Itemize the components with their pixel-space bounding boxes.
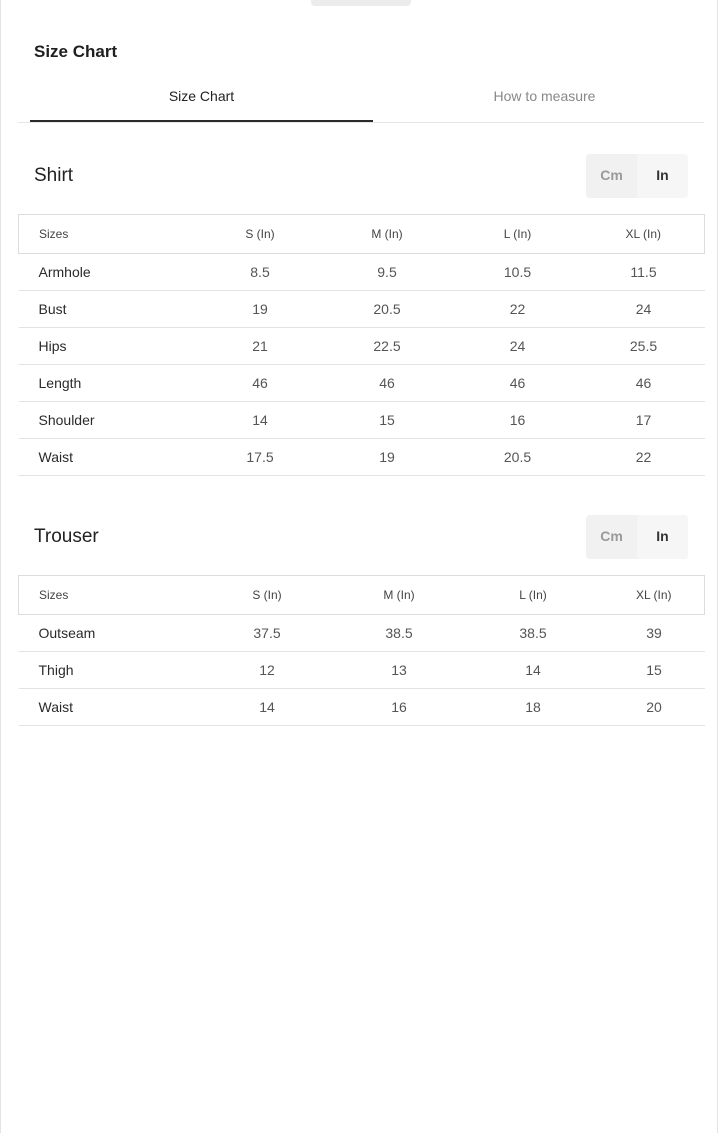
table-cell: 17 [583, 402, 705, 439]
table-cell: 22.5 [322, 328, 453, 365]
table-cell: 38.5 [463, 615, 604, 652]
table-row [19, 365, 705, 402]
trouser-section-title: Trouser [34, 526, 99, 547]
shirt-size-table [18, 214, 705, 476]
drag-handle[interactable] [311, 0, 411, 6]
table-row [19, 439, 705, 476]
table-cell: 15 [322, 402, 453, 439]
table-cell: 19 [199, 291, 322, 328]
table-cell: 46 [453, 365, 583, 402]
table-row [19, 254, 705, 291]
table-cell: 20.5 [453, 439, 583, 476]
row-label: Waist [19, 689, 199, 726]
table-cell: 46 [322, 365, 453, 402]
table-cell: 24 [583, 291, 705, 328]
table-cell: 16 [453, 402, 583, 439]
column-header: S (In) [199, 215, 322, 254]
row-label: Shoulder [19, 402, 199, 439]
table-header-row [19, 215, 705, 254]
table-cell: 12 [199, 652, 336, 689]
table-cell: 11.5 [583, 254, 705, 291]
table-cell: 38.5 [336, 615, 463, 652]
tab-size-chart[interactable]: Size Chart [30, 78, 373, 122]
table-cell: 10.5 [453, 254, 583, 291]
table-cell: 14 [199, 689, 336, 726]
table-cell: 46 [199, 365, 322, 402]
sheet-title: Size Chart [34, 42, 118, 61]
shirt-section-header [18, 154, 704, 198]
table-cell: 19 [322, 439, 453, 476]
table-header-row [19, 576, 705, 615]
table-row [19, 615, 705, 652]
table-cell: 14 [463, 652, 604, 689]
table-cell: 8.5 [199, 254, 322, 291]
table-row [19, 291, 705, 328]
shirt-unit-in-button[interactable]: In [637, 154, 688, 198]
row-label: Thigh [19, 652, 199, 689]
column-header: L (In) [453, 215, 583, 254]
table-row [19, 328, 705, 365]
trouser-unit-cm-button[interactable]: Cm [586, 515, 637, 559]
row-label: Outseam [19, 615, 199, 652]
table-cell: 18 [463, 689, 604, 726]
table-cell: 13 [336, 652, 463, 689]
table-row [19, 402, 705, 439]
table-cell: 21 [199, 328, 322, 365]
table-cell: 14 [199, 402, 322, 439]
row-label: Armhole [19, 254, 199, 291]
column-header: M (In) [336, 576, 463, 615]
table-cell: 16 [336, 689, 463, 726]
table-row [19, 689, 705, 726]
tab-how-to-measure[interactable]: How to measure [493, 88, 596, 104]
table-cell: 22 [453, 291, 583, 328]
trouser-size-table [18, 575, 705, 726]
column-header: Sizes [19, 576, 199, 615]
shirt-section-title: Shirt [34, 165, 74, 186]
table-cell: 22 [583, 439, 705, 476]
tab-bar [18, 78, 704, 123]
column-header: XL (In) [604, 576, 705, 615]
trouser-section-header [18, 515, 704, 559]
row-label: Waist [19, 439, 199, 476]
column-header: S (In) [199, 576, 336, 615]
row-label: Length [19, 365, 199, 402]
table-cell: 15 [604, 652, 705, 689]
table-cell: 46 [583, 365, 705, 402]
table-cell: 17.5 [199, 439, 322, 476]
table-cell: 24 [453, 328, 583, 365]
trouser-unit-toggle [586, 515, 688, 559]
row-label: Hips [19, 328, 199, 365]
trouser-unit-in-button[interactable]: In [637, 515, 688, 559]
table-cell: 9.5 [322, 254, 453, 291]
shirt-unit-toggle [586, 154, 688, 198]
shirt-unit-cm-button[interactable]: Cm [586, 154, 637, 198]
table-row [19, 652, 705, 689]
column-header: Sizes [19, 215, 199, 254]
row-label: Bust [19, 291, 199, 328]
column-header: M (In) [322, 215, 453, 254]
table-cell: 25.5 [583, 328, 705, 365]
table-cell: 20 [604, 689, 705, 726]
column-header: L (In) [463, 576, 604, 615]
table-cell: 39 [604, 615, 705, 652]
table-cell: 20.5 [322, 291, 453, 328]
table-cell: 37.5 [199, 615, 336, 652]
column-header: XL (In) [583, 215, 705, 254]
